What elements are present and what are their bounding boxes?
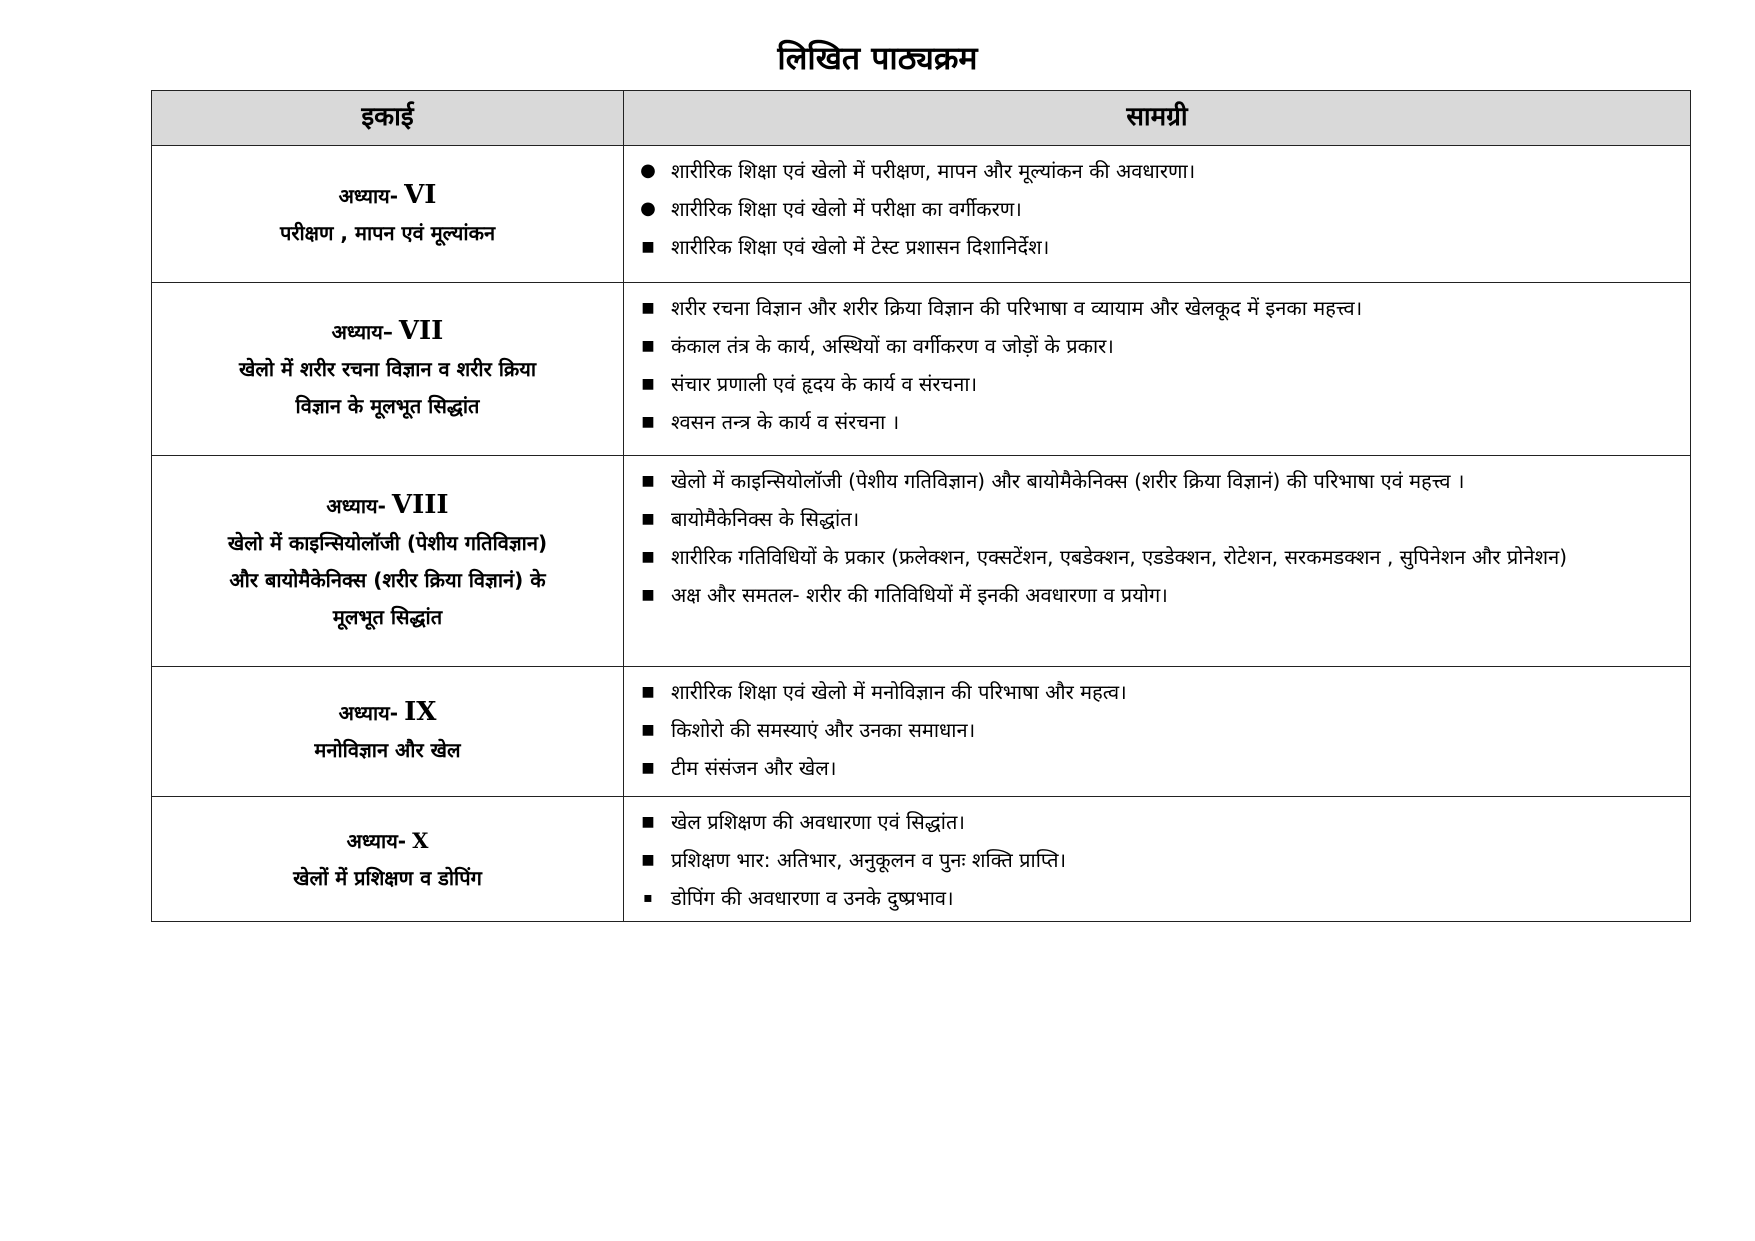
chapter-number: IX	[404, 697, 437, 727]
syllabus-table	[151, 90, 1691, 922]
chapter-heading	[162, 313, 613, 351]
list-item-text: शारीरिक शिक्षा एवं खेलो में परीक्षण, मापन और मूल्यांकन की अवधारणा।	[671, 159, 1196, 183]
chapter-heading	[162, 487, 613, 525]
list-item	[638, 576, 1678, 614]
list-item-text: श्वसन तन्त्र के कार्य व संरचना ।	[671, 410, 900, 434]
content-list	[638, 289, 1678, 441]
content-list	[638, 673, 1678, 787]
list-item	[638, 749, 1678, 787]
page-title: लिखित पाठ्यक्रम	[777, 39, 978, 77]
chapter-heading	[162, 694, 613, 732]
chapter-number: VI	[404, 179, 437, 210]
list-item	[638, 228, 1678, 266]
unit-cell	[152, 146, 624, 283]
bullet-icon: ■	[641, 549, 655, 565]
chapter-prefix: अध्याय-	[338, 701, 399, 725]
list-item	[638, 403, 1678, 441]
list-item	[638, 289, 1678, 327]
bullet-icon: ■	[641, 511, 655, 527]
chapter-title-line: परीक्षण , मापन एवं मूल्यांकन	[279, 220, 496, 245]
chapter-prefix: अध्याय-	[326, 493, 386, 518]
bullet-icon: ▪	[643, 890, 653, 906]
chapter-heading	[162, 822, 613, 860]
table-row	[152, 146, 1691, 283]
content-cell	[624, 283, 1691, 456]
list-item-text: शारीरिक गतिविधियों के प्रकार (फ्रलेक्शन, एक्सटेंशन, एबडेक्शन, एडडेक्शन, रोटेशन, सरकमडक्शन , सुपिनेशन और प्रोनेशन)	[671, 545, 1568, 569]
bullet-icon: ■	[641, 814, 655, 830]
content-column-header: सामग्री	[624, 91, 1691, 146]
content-cell	[624, 146, 1691, 283]
bullet-icon: ■	[641, 239, 655, 255]
list-item	[638, 879, 1678, 917]
chapter-prefix: अध्याय–	[331, 320, 393, 344]
list-item-text: किशोरो की समस्याएं और उनका समाधान।	[671, 718, 976, 742]
bullet-icon: ■	[641, 722, 655, 738]
chapter-prefix: अध्याय-	[338, 183, 399, 208]
chapter-title-line: खेलो में काइन्सियोलॉजी (पेशीय गतिविज्ञान)	[227, 530, 548, 555]
unit-cell	[152, 283, 624, 456]
list-item	[638, 803, 1678, 841]
unit-cell	[152, 456, 624, 667]
chapter-title-line: मूलभूत सिद्धांत	[332, 604, 443, 629]
table-row	[152, 456, 1691, 667]
list-item	[638, 152, 1678, 190]
chapter-title-line: खेलो में शरीर रचना विज्ञान व शरीर क्रिया	[238, 357, 537, 381]
content-cell	[624, 797, 1691, 922]
bullet-icon: ■	[641, 376, 655, 392]
bullet-icon: ■	[641, 414, 655, 430]
table-row	[152, 797, 1691, 922]
table-body	[152, 146, 1691, 922]
chapter-prefix: अध्याय-	[346, 828, 407, 853]
list-item-text: शारीरिक शिक्षा एवं खेलो में मनोविज्ञान की परिभाषा और महत्व।	[671, 680, 1127, 704]
unit-cell	[152, 797, 624, 922]
content-list	[638, 462, 1678, 614]
chapter-title-line: विज्ञान के मूलभूत सिद्धांत	[295, 394, 480, 418]
content-list	[638, 152, 1678, 266]
table-row	[152, 667, 1691, 797]
unit-column-header: इकाई	[152, 91, 624, 146]
header-row	[152, 91, 1691, 146]
chapter-number: X	[412, 827, 429, 853]
table-row	[152, 283, 1691, 456]
list-item	[638, 327, 1678, 365]
list-item	[638, 711, 1678, 749]
list-item-text: अक्ष और समतल- शरीर की गतिविधियों में इनकी अवधारणा व प्रयोग।	[671, 583, 1168, 607]
list-item-text: डोपिंग की अवधारणा व उनके दुष्प्रभाव।	[671, 886, 954, 910]
list-item-text: टीम संसंजन और खेल।	[671, 756, 837, 780]
content-cell	[624, 456, 1691, 667]
bullet-icon: ●	[640, 198, 656, 219]
chapter-number: VIII	[391, 489, 449, 520]
list-item	[638, 673, 1678, 711]
chapter-number: VII	[398, 316, 444, 346]
list-item	[638, 841, 1678, 879]
list-item	[638, 190, 1678, 228]
bullet-icon: ■	[641, 300, 655, 316]
list-item-text: बायोमैकेनिक्स के सिद्धांत।	[671, 507, 860, 531]
chapter-heading	[162, 177, 613, 215]
list-item-text: शरीर रचना विज्ञान और शरीर क्रिया विज्ञान की परिभाषा व व्यायाम और खेलकूद में इनका महत्त्व।	[671, 296, 1363, 320]
list-item-text: खेल प्रशिक्षण की अवधारणा एवं सिद्धांत।	[671, 810, 965, 834]
bullet-icon: ■	[641, 684, 655, 700]
table-header	[152, 91, 1691, 146]
list-item-text: कंकाल तंत्र के कार्य, अस्थियों का वर्गीकरण व जोड़ों के प्रकार।	[671, 334, 1114, 358]
bullet-icon: ■	[641, 587, 655, 603]
bullet-icon: ■	[641, 338, 655, 354]
list-item	[638, 500, 1678, 538]
bullet-icon: ■	[641, 852, 655, 868]
bullet-icon: ■	[641, 473, 655, 489]
chapter-title-line: मनोविज्ञान और खेल	[314, 738, 461, 762]
list-item	[638, 365, 1678, 403]
content-cell	[624, 667, 1691, 797]
chapter-title-line: खेलों में प्रशिक्षण व डोपिंग	[293, 865, 482, 890]
list-item-text: संचार प्रणाली एवं हृदय के कार्य व संरचना।	[671, 372, 978, 396]
list-item-text: खेलो में काइन्सियोलॉजी (पेशीय गतिविज्ञान) और बायोमैकेनिक्स (शरीर क्रिया विज्ञानं) की परिभाषा एवं महत्त्व ।	[671, 469, 1465, 493]
bullet-icon: ●	[640, 160, 656, 181]
list-item	[638, 462, 1678, 500]
list-item	[638, 538, 1678, 576]
chapter-title-line: और बायोमैकेनिक्स (शरीर क्रिया विज्ञानं) के	[229, 567, 546, 592]
unit-cell	[152, 667, 624, 797]
list-item-text: प्रशिक्षण भार: अतिभार, अनुकूलन व पुनः शक्ति प्राप्ति।	[671, 848, 1067, 872]
list-item-text: शारीरिक शिक्षा एवं खेलो में टेस्ट प्रशासन दिशानिर्देश।	[671, 235, 1050, 259]
list-item-text: शारीरिक शिक्षा एवं खेलो में परीक्षा का वर्गीकरण।	[671, 197, 1022, 221]
bullet-icon: ■	[641, 760, 655, 776]
content-list	[638, 803, 1678, 917]
